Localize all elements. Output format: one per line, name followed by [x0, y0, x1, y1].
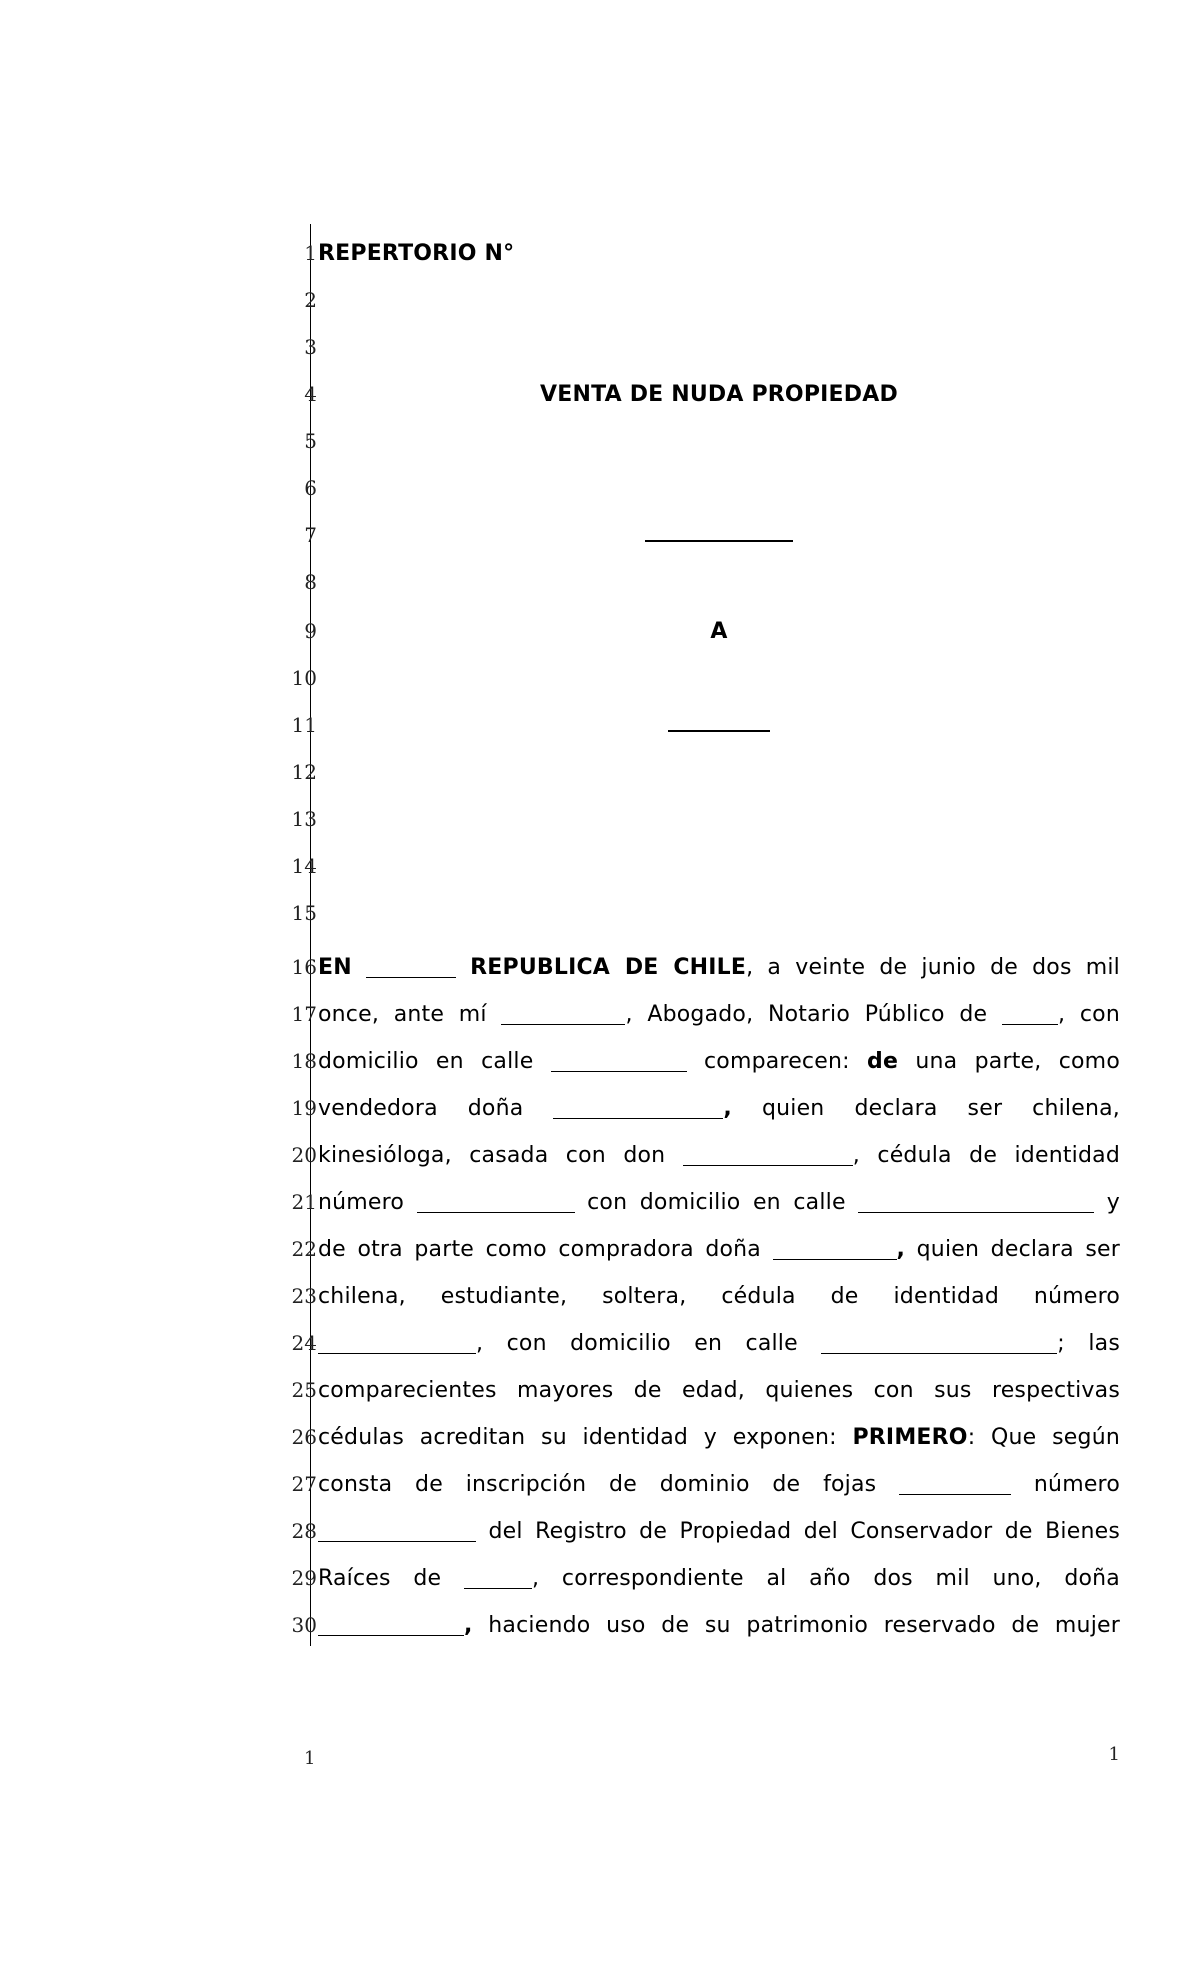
line-17: once, ante mí , Abogado, Notario Público de , con: [318, 1002, 1120, 1027]
line-11: [318, 702, 1120, 749]
document-title: VENTA DE NUDA PROPIEDAD: [540, 382, 898, 407]
line-number: 2: [304, 288, 317, 312]
buyer-street-blank: [821, 1331, 1057, 1354]
city-blank: [366, 955, 456, 978]
line-20: kinesióloga, casada con don , cédula de identidad: [318, 1143, 1120, 1168]
line-number: 25: [291, 1378, 317, 1402]
line-18: domicilio en calle comparecen: de una parte, como: [318, 1049, 1120, 1074]
to-letter: A: [710, 619, 728, 644]
line-number: 22: [291, 1237, 317, 1261]
line-16: EN REPUBLICA DE CHILE, a veinte de junio de dos mil: [318, 955, 1120, 980]
line-7: [318, 512, 1120, 559]
line-number: 13: [291, 807, 317, 831]
buyer-id-blank: [318, 1331, 476, 1354]
notary-city-blank: [1002, 1002, 1058, 1025]
line-number: 16: [291, 955, 317, 979]
seller-blank: [553, 1096, 723, 1119]
line-number: 19: [291, 1096, 317, 1120]
line-number: 6: [304, 476, 317, 500]
line-4: [318, 371, 1120, 418]
line-number: 7: [304, 523, 317, 547]
line-23: chilena, estudiante, soltera, cédula de identidad número: [318, 1284, 1120, 1309]
line-1: [318, 230, 1120, 277]
line-number: 24: [291, 1331, 317, 1355]
party-two-blank: [668, 702, 770, 732]
line-number: 17: [291, 1002, 317, 1026]
line-number: 14: [291, 854, 317, 878]
line-30: , haciendo uso de su patrimonio reservado de mujer: [318, 1602, 1120, 1649]
line-21: número con domicilio en calle y: [318, 1190, 1120, 1215]
line-9: [318, 608, 1120, 655]
line-number: 27: [291, 1472, 317, 1496]
page-number: 1: [1108, 1744, 1120, 1765]
line-number: 3: [304, 335, 317, 359]
line-number: 26: [291, 1425, 317, 1449]
line-number: 9: [304, 619, 317, 643]
husband-blank: [683, 1143, 853, 1166]
line-number: 5: [304, 429, 317, 453]
id-number-blank: [417, 1190, 575, 1213]
line-26: cédulas acreditan su identidad y exponen: PRIMERO: Que según: [318, 1425, 1120, 1450]
seller-street-blank: [858, 1190, 1094, 1213]
repertorio-label: REPERTORIO N°: [318, 241, 515, 266]
registry-city-blank: [464, 1566, 532, 1589]
notary-blank: [501, 1002, 625, 1025]
line-29: Raíces de , correspondiente al año dos mil uno, doña: [318, 1566, 1120, 1591]
owner-blank: [318, 1613, 464, 1636]
line-number: 8: [304, 570, 317, 594]
line-number: 11: [291, 713, 317, 737]
buyer-blank: [773, 1237, 897, 1260]
line-27: consta de inscripción de dominio de fojas número: [318, 1472, 1120, 1497]
registry-number-blank: [318, 1519, 476, 1542]
line-number: 18: [291, 1049, 317, 1073]
line-number: 4: [304, 382, 317, 406]
line-number: 30: [291, 1613, 317, 1637]
party-one-blank: [645, 512, 793, 542]
line-number: 20: [291, 1143, 317, 1167]
line-28: del Registro de Propiedad del Conservador de Bienes: [318, 1508, 1120, 1555]
line-number: 15: [291, 901, 317, 925]
line-number: 12: [291, 760, 317, 784]
line-number: 29: [291, 1566, 317, 1590]
street-blank: [551, 1049, 687, 1072]
line-number: 10: [291, 666, 317, 690]
line-number: 23: [291, 1284, 317, 1308]
line-number: 21: [291, 1190, 317, 1214]
line-25: comparecientes mayores de edad, quienes con sus respectivas: [318, 1378, 1120, 1403]
line-19: vendedora doña , quien declara ser chilena,: [318, 1096, 1120, 1121]
line-22: de otra parte como compradora doña , quien declara ser: [318, 1237, 1120, 1262]
line-number: 28: [291, 1519, 317, 1543]
line-24: , con domicilio en calle ; las: [318, 1320, 1120, 1367]
fojas-blank: [899, 1472, 1011, 1495]
footer-left-number: 1: [304, 1748, 316, 1769]
line-number: 1: [304, 241, 317, 265]
